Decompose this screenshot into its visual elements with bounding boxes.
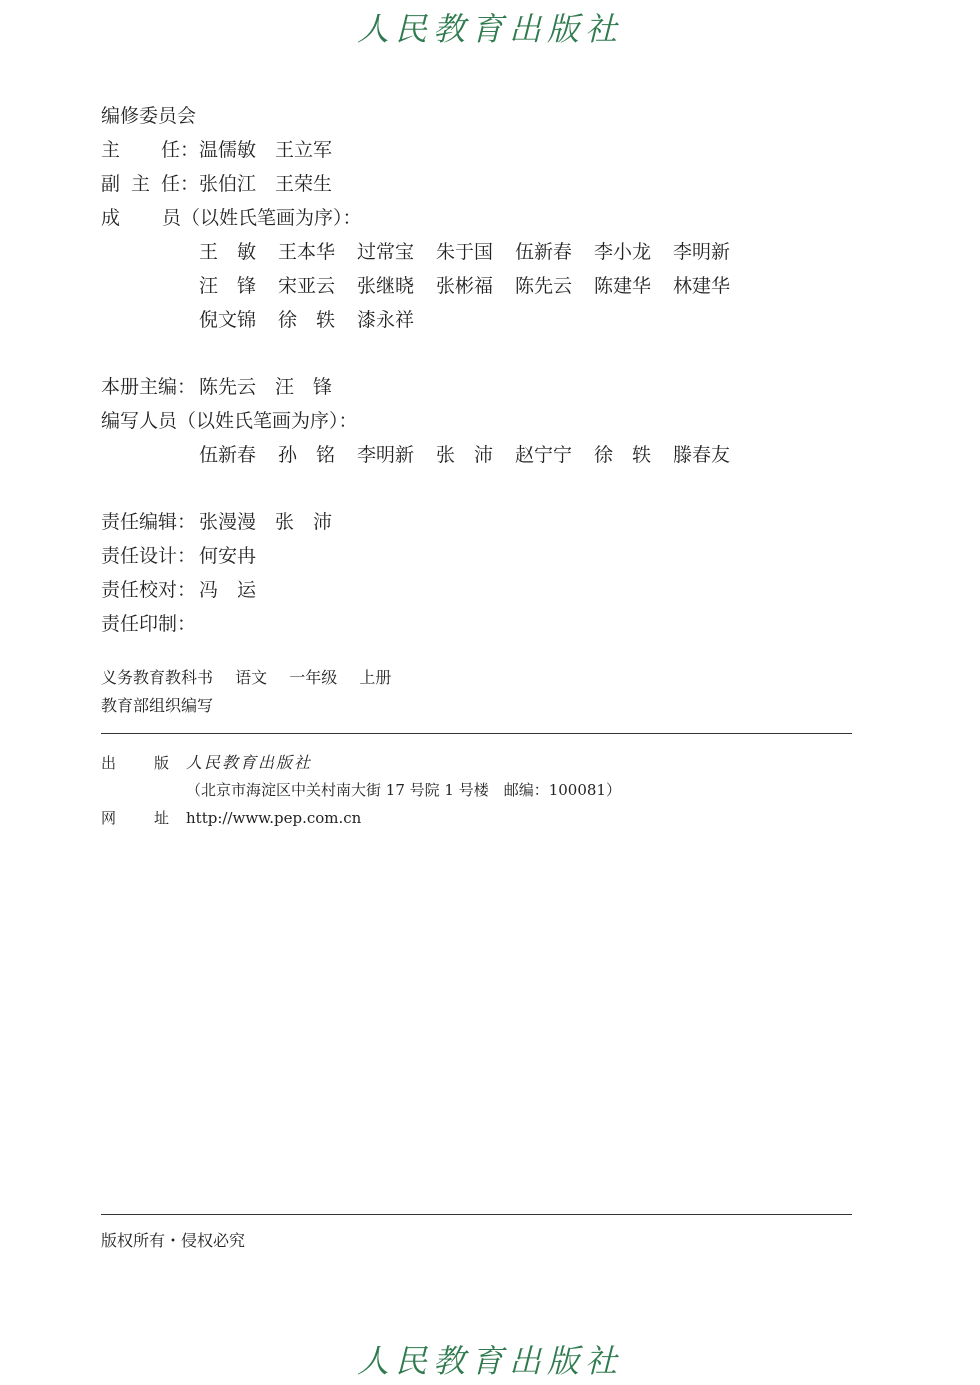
- divider-top: [101, 733, 852, 734]
- member-name: 徐 轶: [278, 309, 336, 331]
- website-link[interactable]: http://www.pep.com.cn: [186, 809, 362, 827]
- publisher-label: [101, 752, 169, 774]
- responsibility-label: 责任校对：: [101, 579, 197, 601]
- writer-name: 李明新: [357, 444, 415, 466]
- writers-label-row: [101, 408, 358, 434]
- member-name: 朱于国: [436, 241, 494, 263]
- publisher-label-char: 版: [153, 754, 169, 772]
- writer-name: 孙 铭: [278, 444, 336, 466]
- deputy-label: [101, 171, 199, 197]
- website-label-char: 网: [101, 809, 117, 827]
- book-title-part: 义务教育教科书: [101, 668, 214, 687]
- member-name: 陈建华: [594, 275, 652, 297]
- publisher-label-char: 出: [101, 754, 117, 772]
- book-title-part: 语文: [235, 668, 268, 687]
- members-note: （以姓氏笔画为序）：: [181, 207, 362, 229]
- members-label-char: 成: [101, 207, 121, 229]
- member-name: 宋亚云: [278, 275, 336, 297]
- divider-bottom: [101, 1214, 852, 1215]
- member-name: 伍新春: [515, 241, 573, 263]
- deputy-label-char: 任：: [160, 173, 199, 195]
- writer-name: 徐 轶: [594, 444, 652, 466]
- deputy-label-char: 副: [101, 173, 121, 195]
- copyright-notice: 版权所有・侵权必究: [101, 1231, 246, 1250]
- deputy-label-char: 主: [130, 173, 150, 195]
- deputy-names: 张伯江 王荣生: [199, 173, 333, 195]
- member-name: 王 敏: [199, 241, 257, 263]
- publisher-logo-bottom: 人民教育出版社: [356, 1342, 623, 1380]
- book-title-part: 上册: [359, 668, 392, 687]
- compiled-by: 教育部组织编写: [101, 696, 214, 715]
- members-label-char: 员: [161, 207, 181, 229]
- member-name: 张彬福: [436, 275, 494, 297]
- member-name: 陈先云: [515, 275, 573, 297]
- writer-name: 滕春友: [673, 444, 731, 466]
- responsibility-value: 张漫漫 张 沛: [199, 511, 333, 533]
- member-name: 汪 锋: [199, 275, 257, 297]
- director-names: 温儒敏 王立军: [199, 139, 333, 161]
- committee-heading-text: 编修委员会: [101, 105, 197, 127]
- member-name: 漆永祥: [357, 309, 415, 331]
- website-label-char: 址: [153, 809, 169, 827]
- member-name: 张继晓: [357, 275, 415, 297]
- director-label-char: 主: [101, 139, 121, 161]
- book-title: [101, 666, 408, 690]
- member-name: 倪文锦: [199, 309, 257, 331]
- publisher-address: （北京市海淀区中关村南大街 17 号院 1 号楼 邮编：100081）: [186, 781, 621, 799]
- writers-label: 编写人员（以姓氏笔画为序）：: [101, 410, 358, 432]
- writer-name: 张 沛: [436, 444, 494, 466]
- responsibility-label: 责任设计：: [101, 545, 197, 567]
- responsibility-value: 何安冉: [199, 545, 257, 567]
- member-name: 李小龙: [594, 241, 652, 263]
- responsibility-label: 责任印制：: [101, 613, 197, 635]
- writer-name: 伍新春: [199, 444, 257, 466]
- book-title-part: 一年级: [289, 668, 338, 687]
- member-name: 王本华: [278, 241, 336, 263]
- chief-editor-names: 陈先云 汪 锋: [199, 376, 333, 398]
- committee-heading: [101, 103, 196, 129]
- director-label: [101, 137, 199, 163]
- responsibility-value: 冯 运: [199, 579, 257, 601]
- member-name: 李明新: [673, 241, 731, 263]
- publisher-logo-top: 人民教育出版社: [356, 10, 623, 48]
- member-name: 林建华: [673, 275, 731, 297]
- director-label-char: 任：: [160, 139, 199, 161]
- member-name: 过常宝: [357, 241, 415, 263]
- publisher-logo-inline: 人民教育出版社: [186, 753, 313, 772]
- members-label: [101, 205, 181, 231]
- responsibility-label: 责任编辑：: [101, 511, 197, 533]
- chief-editor-label: 本册主编：: [101, 376, 197, 398]
- writer-name: 赵宁宁: [515, 444, 573, 466]
- website-label: [101, 807, 169, 829]
